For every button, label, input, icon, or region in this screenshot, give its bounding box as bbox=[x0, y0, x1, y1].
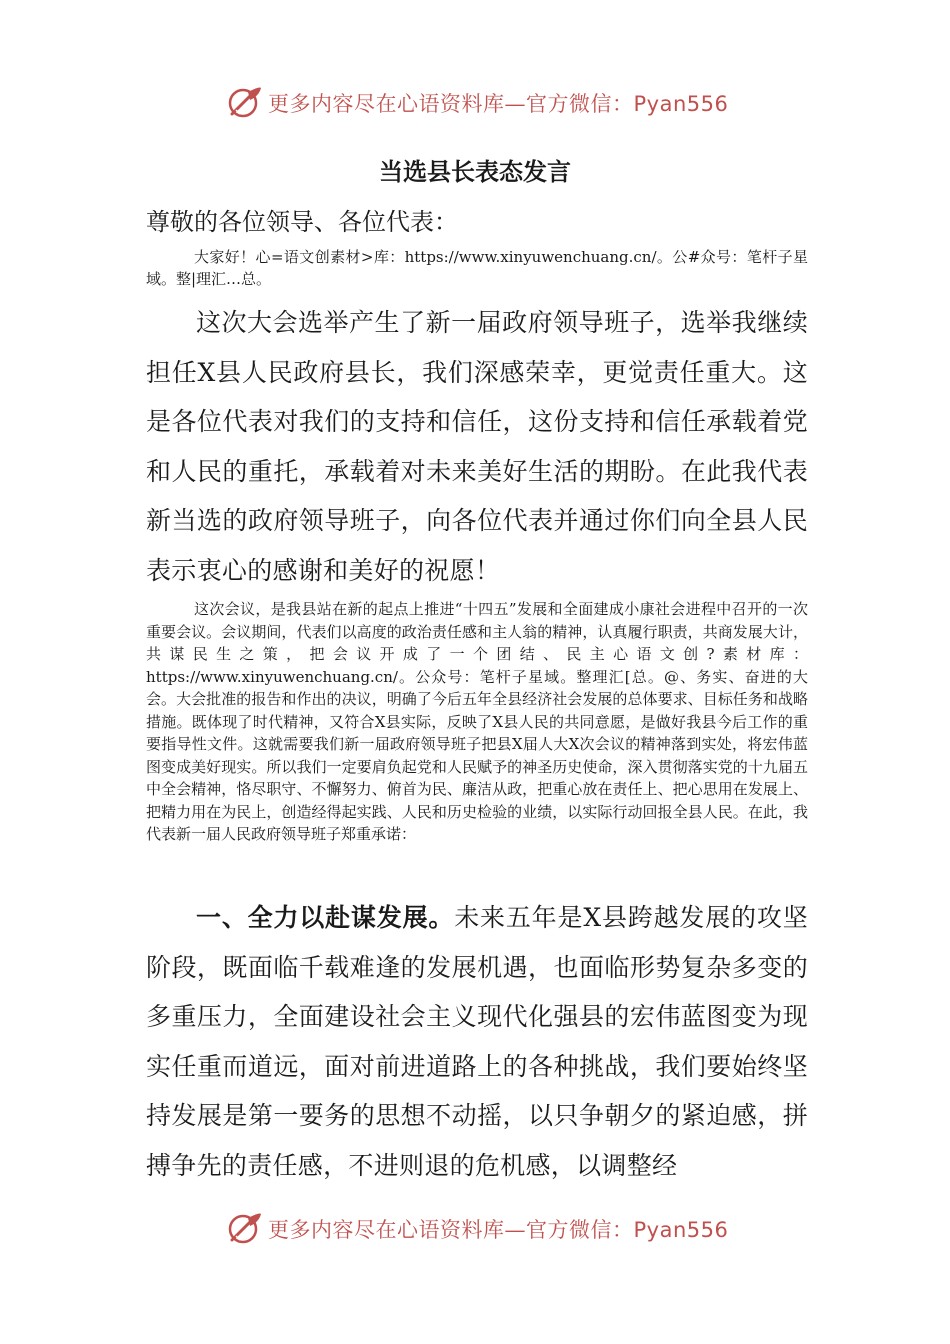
banner-text bbox=[268, 1214, 728, 1244]
quill-logo-icon bbox=[226, 84, 264, 120]
section-body: 未来五年是X县跨越发展的攻坚阶段，既面临千载难逢的发展机遇，也面临形势复杂多变的多重压力，全面建设社会主义现代化强县的宏伟蓝图变为现实任重而道远，面对前进道路上的各种挑战，我们要始终坚持发展是第一要务的思想不动摇，以只争朝夕的紧迫感，拼搏争先的责任感，不进则退的危机感，以调整经 bbox=[146, 903, 808, 1180]
banner-text bbox=[268, 88, 728, 118]
quill-logo-icon bbox=[226, 1210, 264, 1246]
wechat-id: Pyan556 bbox=[633, 92, 729, 116]
banner-label: 更多内容尽在心语资料库—官方微信： bbox=[268, 92, 634, 116]
meeting-paragraph: 这次会议，是我县站在新的起点上推进“十四五”发展和全面建成小康社会进程中召开的一次重要会议。会议期间，代表们以高度的政治责任感和主人翁的精神，认真履行职责，共商发展大计，共谋民生之策，把会议开成了一个团结、民主心语文创?素材库：https://www.xinyuwenchuang.cn/。公众号：笔杆子星域。整理汇[总。@、务实、奋进的大会。大会批准的报告和作出的决议，明确了今后五年全县经济社会发展的总体要求、目标任务和战略措施。既体现了时代精神，又符合X县实际，反映了X县人民的共同意愿，是做好我县今后工作的重要指导性文件。这就需要我们新一届政府领导班子把县X届人大X次会议的精神落到实处，将宏伟蓝图变成美好现实。所以我们一定要肩负起党和人民赋予的神圣历史使命，深入贯彻落实党的十九届五中全会精神，恪尽职守、不懈努力、俯首为民、廉洁从政，把重心放在责任上、把心思用在发展上、把精力用在为民上，创造经得起实践、人民和历史检验的业绩，以实际行动回报全县人民。在此，我代表新一届人民政府领导班子郑重承诺： bbox=[146, 600, 808, 843]
header-banner bbox=[0, 82, 950, 122]
development-paragraph bbox=[146, 893, 808, 1190]
banner-label: 更多内容尽在心语资料库—官方微信： bbox=[268, 1218, 634, 1242]
section-heading: 一、全力以赴谋发展。 bbox=[196, 903, 455, 932]
footer-banner bbox=[0, 1208, 950, 1248]
greeting-paragraph: 大家好！心=语文创素材>库：https://www.xinyuwenchuang.cn/。公#众号：笔杆子星域。整|理汇…总。 bbox=[146, 248, 808, 288]
wechat-id: Pyan556 bbox=[633, 1218, 729, 1242]
election-paragraph: 这次大会选举产生了新一届政府领导班子，选举我继续担任X县人民政府县长，我们深感荣幸，更觉责任重大。这是各位代表对我们的支持和信任，这份支持和信任承载着党和人民的重托，承载着对未来美好生活的期盼。在此我代表新当选的政府领导班子，向各位代表并通过你们向全县人民表示衷心的感谢和美好的祝愿！ bbox=[146, 308, 808, 585]
salutation: 尊敬的各位领导、各位代表： bbox=[146, 208, 458, 236]
page-title: 当选县长表态发言 bbox=[379, 158, 571, 186]
